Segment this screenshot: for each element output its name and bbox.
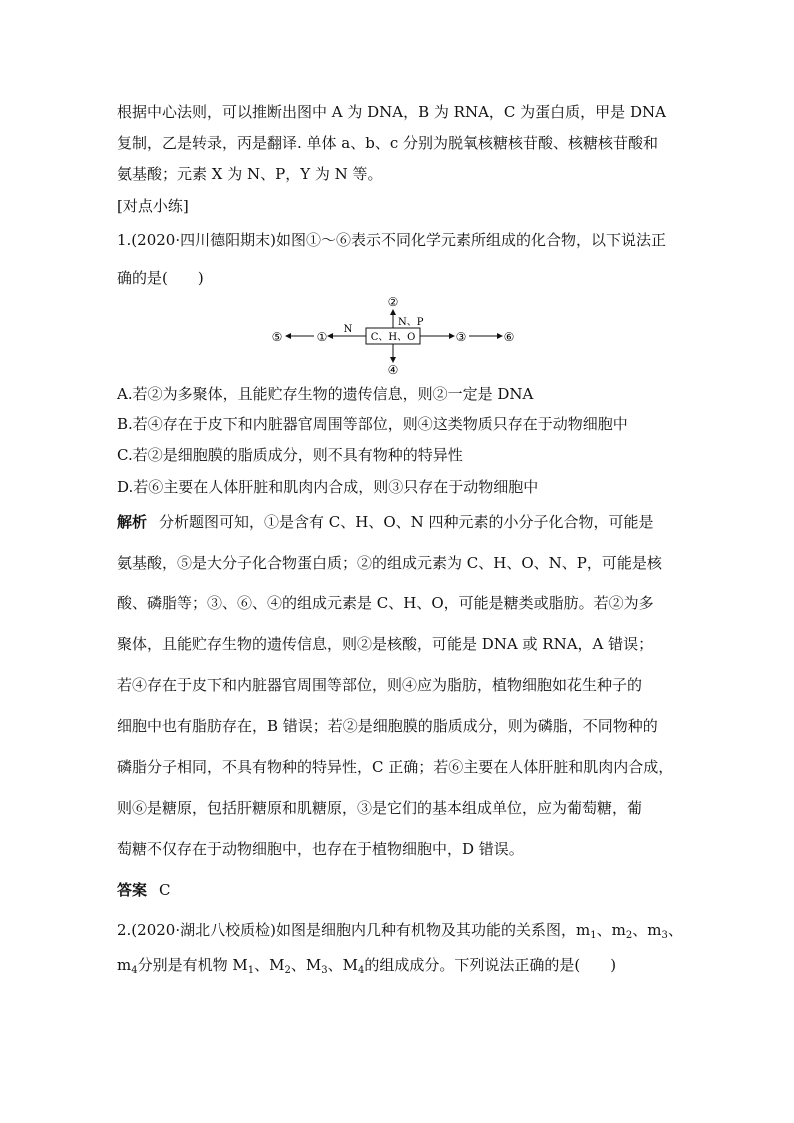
analysis-line-1 [117,512,654,532]
diagram-top-arrow-text: N、P [398,317,424,328]
analysis-line-2: 氨基酸，⑤是大分子化合物蛋白质；②的组成元素为 C、H、O、N、P，可能是核 [117,554,662,572]
sep: 、 [596,921,612,939]
M-sub-1: 1 [247,965,255,976]
diagram-bottom-label: ④ [387,363,399,376]
diagram-top-label: ② [387,295,399,309]
analysis-line-5: 若④存在于皮下和内脏器官周围等部位，则④应为脂肪，植物细胞如花生种子的 [117,676,643,694]
sep: 、 [327,956,343,974]
analysis-line-6: 细胞中也有脂肪存在，B 错误；若②是细胞膜的脂质成分，则为磷脂，不同物种的 [117,717,658,735]
q2-stem-line-2 [117,955,616,981]
q2-line2-tail: 的组成成分。下列说法正确的是( ) [364,956,617,974]
q1-stem-line-1: 1.(2020·四川德阳期末)如图①～⑥表示不同化学元素所组成的化合物，以下说法正 [117,231,666,249]
m-sub-4: 4 [131,965,138,976]
answer-label: 答案 [117,881,148,899]
section-label: [对点小练] [117,197,189,215]
sep: 、 [254,956,270,974]
diagram-center-text: C、H、O [370,332,416,343]
answer-line [117,880,171,900]
analysis-line-7: 磷脂分子相同，不具有物种的特异性，C 正确；若⑥主要在人体肝脏和肌肉内合成， [117,758,674,776]
diagram-top-arrowhead [390,309,396,315]
analysis-line-4: 聚体，且能贮存生物的遗传信息，则②是核酸，可能是 DNA 或 RNA，A 错误； [117,635,654,653]
M-letter-3: M [305,956,322,974]
m-mark-2: m [611,921,626,939]
M-letter-2: M [269,956,285,974]
sep: 、 [632,921,648,939]
q1-stem-line-2: 确的是( ) [117,269,204,287]
analysis-line-8: 则⑥是糖原，包括肝糖原和肌糖原，③是它们的基本组成单位，应为葡萄糖，葡 [117,799,643,817]
M-sub-4: 4 [358,965,365,976]
analysis-line-3: 酸、磷脂等；③、⑥、④的组成元素是 C、H、O，可能是糖类或脂肪。若②为多 [117,594,654,612]
diagram-left-near-label: ① [316,330,328,344]
m-sub-3: 3 [661,930,668,941]
answer-value: C [159,881,171,899]
analysis-label: 解析 [117,513,148,531]
q2-stem-text: 2.(2020·湖北八校质检)如图是细胞内几种有机物及其功能的关系图，m [117,921,591,939]
compound-diagram [262,292,532,376]
intro-line-3: 氨基酸；元素 X 为 N、P，Y 为 N 等。 [117,165,383,183]
intro-line-1: 根据中心法则，可以推断出图中 A 为 DNA，B 为 RNA，C 为蛋白质，甲是 DNA [117,103,666,121]
diagram-right-arrowhead [449,333,455,339]
sep: 、 [667,921,683,939]
sep: 、 [290,956,306,974]
m-mark-3: m [647,921,662,939]
q1-option-b: B.若④存在于皮下和内脏器官周围等部位，则④这类物质只存在于动物细胞中 [117,415,628,433]
diagram-right-near-label: ③ [455,330,467,344]
q1-option-a: A.若②为多聚体，且能贮存生物的遗传信息，则②一定是 DNA [117,385,534,403]
M-letter-4: M [342,956,358,974]
q2-stem-line-1 [117,920,683,946]
diagram-left-arrow-text: N [343,324,353,335]
diagram-left-arrowhead [327,333,333,339]
m-sub-2: 2 [625,930,633,941]
m-sub-1: 1 [590,930,597,941]
diagram-left-far-arrowhead [285,333,291,339]
q1-option-d: D.若⑥主要在人体肝脏和肌肉内合成，则③只存在于动物细胞中 [117,478,539,496]
M-sub-2: 2 [284,965,291,976]
diagram-right-far-label: ⑥ [503,330,515,344]
q2-line2-text: 分别是有机物 M [137,956,248,974]
analysis-line-9: 萄糖不仅存在于动物细胞中，也存在于植物细胞中，D 错误。 [117,840,524,858]
diagram-right-far-arrowhead [497,333,503,339]
diagram-left-far-label: ⑤ [271,330,283,344]
q1-option-c: C.若②是细胞膜的脂质成分，则不具有物种的特异性 [117,446,463,464]
m-mark-4: m [117,956,132,974]
analysis-text: 分析题图可知，①是含有 C、H、O、N 四种元素的小分子化合物，可能是 [159,513,654,531]
M-sub-3: 3 [321,965,328,976]
intro-line-2: 复制，乙是转录，丙是翻译. 单体 a、b、c 分别为脱氧核糖核苷酸、核糖核苷酸和 [117,134,659,152]
